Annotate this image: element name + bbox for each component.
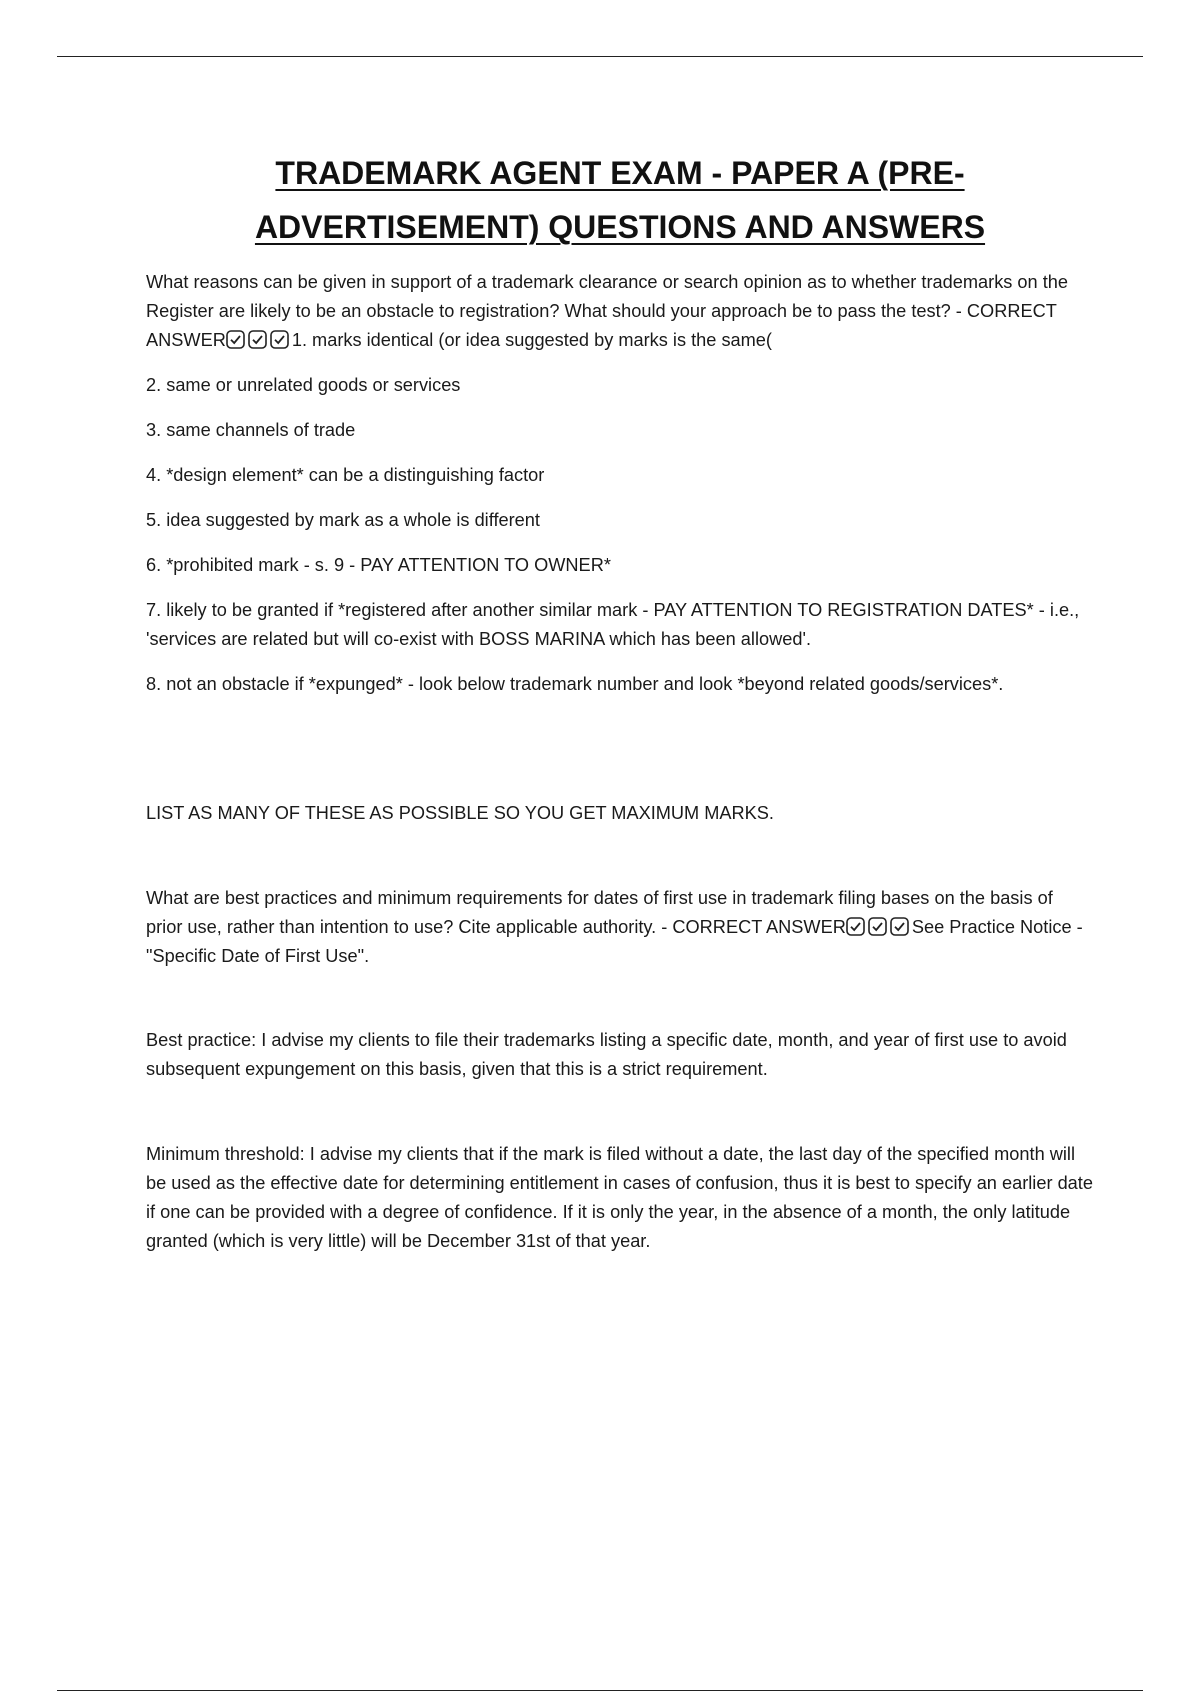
list-item: 6. *prohibited mark - s. 9 - PAY ATTENTION TO OWNER* bbox=[146, 555, 611, 575]
answer-2-first-line: See Practice Notice - "Specific Date of First Use". bbox=[146, 917, 1083, 966]
checkbox-checked-icon bbox=[226, 330, 245, 349]
title-line-2: ADVERTISEMENT) QUESTIONS AND ANSWERS bbox=[254, 209, 986, 245]
question-2-text: What are best practices and minimum requirements for dates of first use in trademark filing bases on the basis of prior use, rather than intention to use? Cite applicable authority. - CORRECT ANSWER bbox=[146, 888, 1053, 937]
list-item: 2. same or unrelated goods or services bbox=[146, 375, 461, 395]
page-title bbox=[140, 146, 1100, 254]
bottom-rule bbox=[57, 1690, 1143, 1691]
question-2 bbox=[146, 884, 1094, 971]
title-line-1: TRADEMARK AGENT EXAM - PAPER A (PRE- bbox=[275, 155, 965, 191]
list-item: 5. idea suggested by mark as a whole is different bbox=[146, 510, 540, 530]
minimum-threshold-paragraph: Minimum threshold: I advise my clients that if the mark is filed without a date, the last day of the specified month will be used as the effective date for determining entitlement in cases of confusion, thus it is best to specify an earlier date if one can be provided with a degree of confidence. If it is only the year, in the absence of a month, the only latitude granted (which is very little) will be December 31st of that year. bbox=[146, 1144, 1093, 1251]
note-max-marks: LIST AS MANY OF THESE AS POSSIBLE SO YOU GET MAXIMUM MARKS. bbox=[146, 803, 774, 823]
answer-1-first-point: 1. marks identical (or idea suggested by marks is the same( bbox=[291, 330, 772, 350]
list-item: 8. not an obstacle if *expunged* - look below trademark number and look *beyond related goods/services*. bbox=[146, 674, 1004, 694]
top-rule bbox=[57, 56, 1143, 57]
best-practice-paragraph: Best practice: I advise my clients to file their trademarks listing a specific date, month, and year of first use to avoid subsequent expungement on this basis, given that this is a strict requirement. bbox=[146, 1030, 1067, 1079]
checkbox-checked-icon bbox=[248, 330, 267, 349]
question-1-text: What reasons can be given in support of a trademark clearance or search opinion as to whether trademarks on the Register are likely to be an obstacle to registration? What should your approach be to pass the test? - CORRECT ANSWER bbox=[146, 272, 1069, 350]
checkbox-checked-icon bbox=[846, 917, 865, 936]
list-item: 7. likely to be granted if *registered after another similar mark - PAY ATTENTION TO REGISTRATION DATES* - i.e., 'services are related but will co-exist with BOSS MARINA which has been allowed'. bbox=[146, 600, 1080, 649]
list-item: 3. same channels of trade bbox=[146, 420, 356, 440]
document-body bbox=[146, 268, 1094, 1272]
checkbox-checked-icon bbox=[890, 917, 909, 936]
question-1 bbox=[146, 268, 1094, 355]
checkbox-checked-icon bbox=[868, 917, 887, 936]
list-item: 4. *design element* can be a distinguishing factor bbox=[146, 465, 545, 485]
checkbox-checked-icon bbox=[270, 330, 289, 349]
